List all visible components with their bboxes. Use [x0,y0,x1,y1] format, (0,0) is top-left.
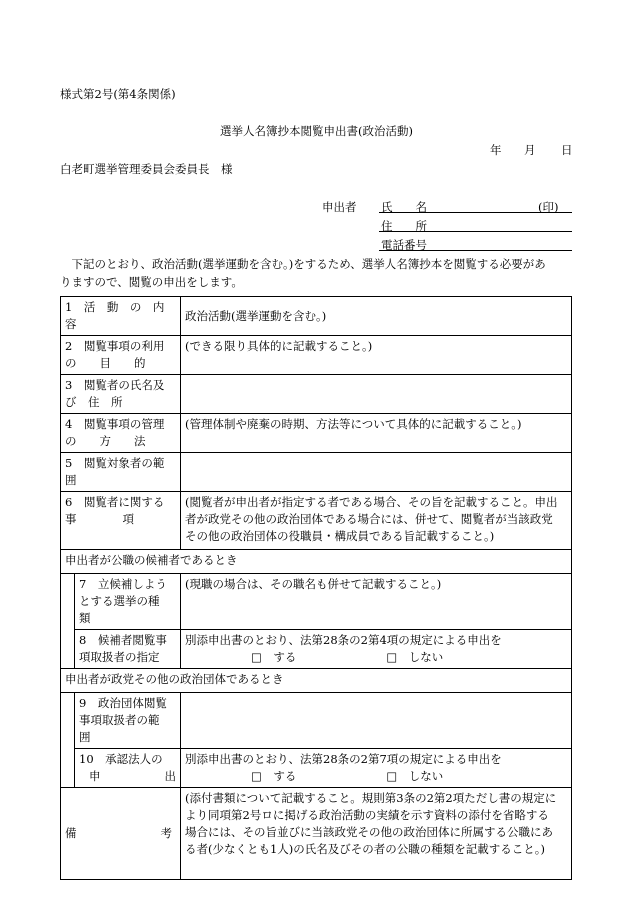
form-number: 様式第2号(第4条関係) [60,87,176,101]
value-remarks[interactable]: (添付書類について記載すること。規則第3条の2第2項ただし書の規定に より同項第2号ロに掲げる政治活動の実績を示す資料の添付を省略する 場合には、その旨並びに当該政党その他の政治団体に所属する公職にあ る者(少なくとも1人)の氏名及びその者の公職の種類を記載すること。) [181,788,572,880]
applicant-label: 申出者 [322,200,357,214]
value-activity[interactable]: 政治活動(選挙運動を含む。) [181,297,572,336]
label-party-handler: 9 政治団体閲覧 事項取扱者の範 囲 [75,693,181,749]
value-party-handler[interactable] [181,693,572,749]
checkbox-corp-no[interactable]: □ しない [386,769,444,783]
row-purpose [61,336,572,375]
page-title: 選挙人名簿抄本閲覧申出書(政治活動) [220,124,413,138]
value-purpose[interactable]: (できる限り具体的に記載すること。) [181,336,572,375]
value-scope[interactable] [181,453,572,492]
indent-spacer [61,630,75,669]
section-party [61,669,572,693]
value-candidate-designation: 別添申出書のとおり、法第28条の2第4項の規定による申出を □ する □ しない [181,630,572,669]
value-viewer-matters[interactable]: (閲覧者が申出者が指定する者である場合、その旨を記載すること。申出 者が政党その他の政治団体である場合には、併せて、閲覧者が当該政党 その他の政治団体の役職員・構成員である旨記載すること。) [181,492,572,550]
addressee: 白老町選挙管理委員会委員長 様 [60,162,233,176]
phone-label: 電話番号 [381,238,427,252]
row-approved-corp [61,749,572,788]
date-day: 日 [561,143,573,157]
date-month: 月 [524,143,536,157]
label-approved-corp: 10 承認法人の 申 出 [75,749,181,788]
label-purpose: 2 閲覧事項の利用 の 目 的 [61,336,181,375]
label-viewer-matters: 6 閲覧者に関する 事 項 [61,492,181,550]
address-line[interactable] [379,231,572,232]
seal-mark: (印) [538,200,559,214]
indent-spacer [61,693,75,749]
value-management[interactable]: (管理体制や廃棄の時期、方法等について具体的に記載すること。) [181,414,572,453]
label-activity: 1 活 動 の 内 容 [61,297,181,336]
intro-line-2: りますので、閲覧の申出をします。 [60,275,243,289]
indent-spacer [61,749,75,788]
phone-line[interactable] [379,250,572,251]
row-election-type [61,574,572,630]
name-label: 氏 名 [381,200,427,214]
label-election-type: 7 立候補しよう とする選挙の種 類 [75,574,181,630]
intro-line-1: 下記のとおり、政治活動(選挙運動を含む。)をするため、選挙人名簿抄本を閲覧する必要があ [60,257,546,271]
section-candidate [61,550,572,574]
label-remarks: 備 考 [61,788,181,880]
value-approved-corp: 別添申出書のとおり、法第28条の2第7項の規定による申出を □ する □ しない [181,749,572,788]
row-activity [61,297,572,336]
row-viewer-matters [61,492,572,550]
label-scope: 5 閲覧対象者の範 囲 [61,453,181,492]
section-party-heading: 申出者が政党その他の政治団体であるとき [61,669,572,693]
section-candidate-heading: 申出者が公職の候補者であるとき [61,550,572,574]
indent-spacer [61,574,75,630]
row-scope [61,453,572,492]
checkbox-candidate-no[interactable]: □ しない [386,650,444,664]
label-viewer-name: 3 閲覧者の氏名及 び 住 所 [61,375,181,414]
address-label: 住 所 [381,219,427,233]
application-form-table [60,296,572,880]
row-party-handler [61,693,572,749]
row-management [61,414,572,453]
row-candidate-designation [61,630,572,669]
checkbox-candidate-yes[interactable]: □ する [251,650,297,664]
label-management: 4 閲覧事項の管理 の 方 法 [61,414,181,453]
value-election-type[interactable]: (現職の場合は、その職名も併せて記載すること。) [181,574,572,630]
row-remarks [61,788,572,880]
label-candidate-designation: 8 候補者閲覧事 項取扱者の指定 [75,630,181,669]
name-line[interactable] [379,212,572,213]
checkbox-corp-yes[interactable]: □ する [251,769,297,783]
row-viewer-name [61,375,572,414]
value-viewer-name[interactable] [181,375,572,414]
date-year: 年 [490,143,502,157]
